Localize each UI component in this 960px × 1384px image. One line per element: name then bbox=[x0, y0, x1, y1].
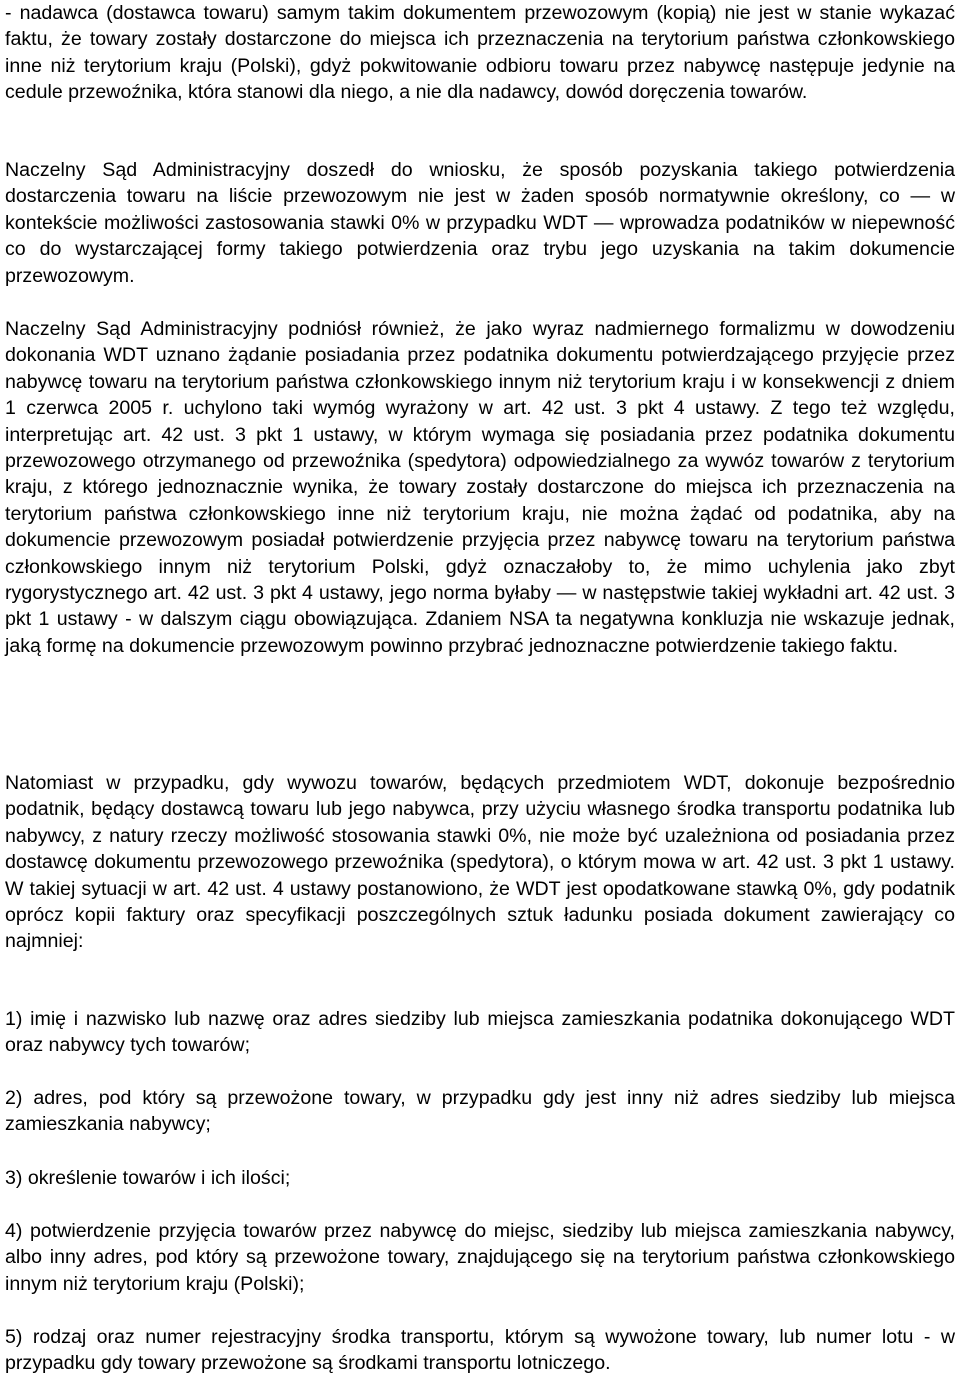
list-item-2: 2) adres, pod który są przewożone towary, w przypadku gdy jest inny niż adres siedziby lub miejsca zamieszkania nabywcy; bbox=[5, 1087, 955, 1136]
list-item-3: 3) określenie towarów i ich ilości; bbox=[5, 1167, 291, 1189]
paragraph-own-transport: Natomiast w przypadku, gdy wywozu towarów, będących przedmiotem WDT, dokonuje bezpośrednio podatnik, będący dostawcą towaru lub jego nabywca, przy użyciu własnego środka transportu podatnika lub nabywcy, z natury rzeczy możliwość stosowania stawki 0%, nie może być uzależniona od posiadania przez dostawcę dokumentu przewozowego przewoźnika (spedytora), o którym mowa w art. 42 ust. 3 pkt 1 ustawy. W takiej sytuacji w art. 42 ust. 4 ustawy postanowiono, że WDT jest opodatkowane stawką 0%, gdy podatnik oprócz kopii faktury oraz specyfikacji poszczególnych sztuk ładunku posiada dokument zawierający co najmniej: bbox=[5, 772, 955, 953]
list-item-5: 5) rodzaj oraz numer rejestracyjny środka transportu, którym są wywożone towary, lub numer lotu - w przypadku gdy towary przewożone są środkami transportu lotniczego. bbox=[5, 1326, 955, 1375]
paragraph-sender-proof: - nadawca (dostawca towaru) samym takim dokumentem przewozowym (kopią) nie jest w stanie wykazać faktu, że towary zostały dostarczone do miejsca ich przeznaczenia na terytorium państwa członkowskiego inne niż terytorium kraju (Polski), gdyż pokwitowanie odbioru towaru przez nabywcę następuje jedynie na cedule przewoźnika, która stanowi dla niego, a nie dla nadawcy, dowód doręczenia towarów. bbox=[5, 2, 955, 104]
list-item-1: 1) imię i nazwisko lub nazwę oraz adres siedziby lub miejsca zamieszkania podatnika dokonującego WDT oraz nabywcy tych towarów; bbox=[5, 1008, 955, 1057]
paragraph-nsa-formalism: Naczelny Sąd Administracyjny podniósł również, że jako wyraz nadmiernego formalizmu w dowodzeniu dokonania WDT uznano żądanie posiadania przez podatnika dokumentu potwierdzającego przyjęcie przez nabywcę towaru na terytorium państwa członkowskiego innym niż terytorium kraju i w konsekwencji z dniem 1 czerwca 2005 r. uchylono taki wymóg wyrażony w art. 42 ust. 3 pkt 4 ustawy. Z tego też względu, interpretując art. 42 ust. 3 pkt 1 ustawy, w którym wymaga się posiadania przez podatnika dokumentu przewozowego otrzymanego od przewoźnika (spedytora) odpowiedzialnego za wywóz towarów z terytorium kraju, z którego jednoznacznie wynika, że towary zostały dostarczone do miejsca ich przeznaczenia na terytorium państwa członkowskiego inne niż terytorium kraju, nie można żądać od podatnika, aby na dokumencie przewozowym posiadał potwierdzenie przyjęcia przez nabywcę towaru na terytorium państwa członkowskiego innym niż terytorium Polski, gdyż oznaczałoby to, że mimo uchylenia jako zbyt rygorystycznego art. 42 ust. 3 pkt 4 ustawy, jego norma byłaby — w następstwie takiej wykładni art. 42 ust. 3 pkt 1 ustawy - w dalszym ciągu obowiązująca. Zdaniem NSA ta negatywna konkluzja nie wskazuje jednak, jaką formę na dokumencie przewozowym powinno przybrać jednoznaczne potwierdzenie takiego faktu. bbox=[5, 318, 955, 657]
paragraph-nsa-conclusion: Naczelny Sąd Administracyjny doszedł do wniosku, że sposób pozyskania takiego potwierdzenia dostarczenia towaru na liście przewozowym nie jest w żaden sposób normatywnie określony, co — w kontekście możliwości zastosowania stawki 0% w przypadku WDT — wprowadza podatników w niepewność co do wystarczającej formy takiego potwierdzenia oraz trybu jego uzyskania na takim dokumencie przewozowym. bbox=[5, 159, 955, 287]
list-item-4: 4) potwierdzenie przyjęcia towarów przez nabywcę do miejsc, siedziby lub miejsca zamieszkania nabywcy, albo inny adres, pod który są przewożone towary, znajdującego się na terytorium państwa członkowskiego innym niż terytorium kraju (Polski); bbox=[5, 1220, 955, 1295]
